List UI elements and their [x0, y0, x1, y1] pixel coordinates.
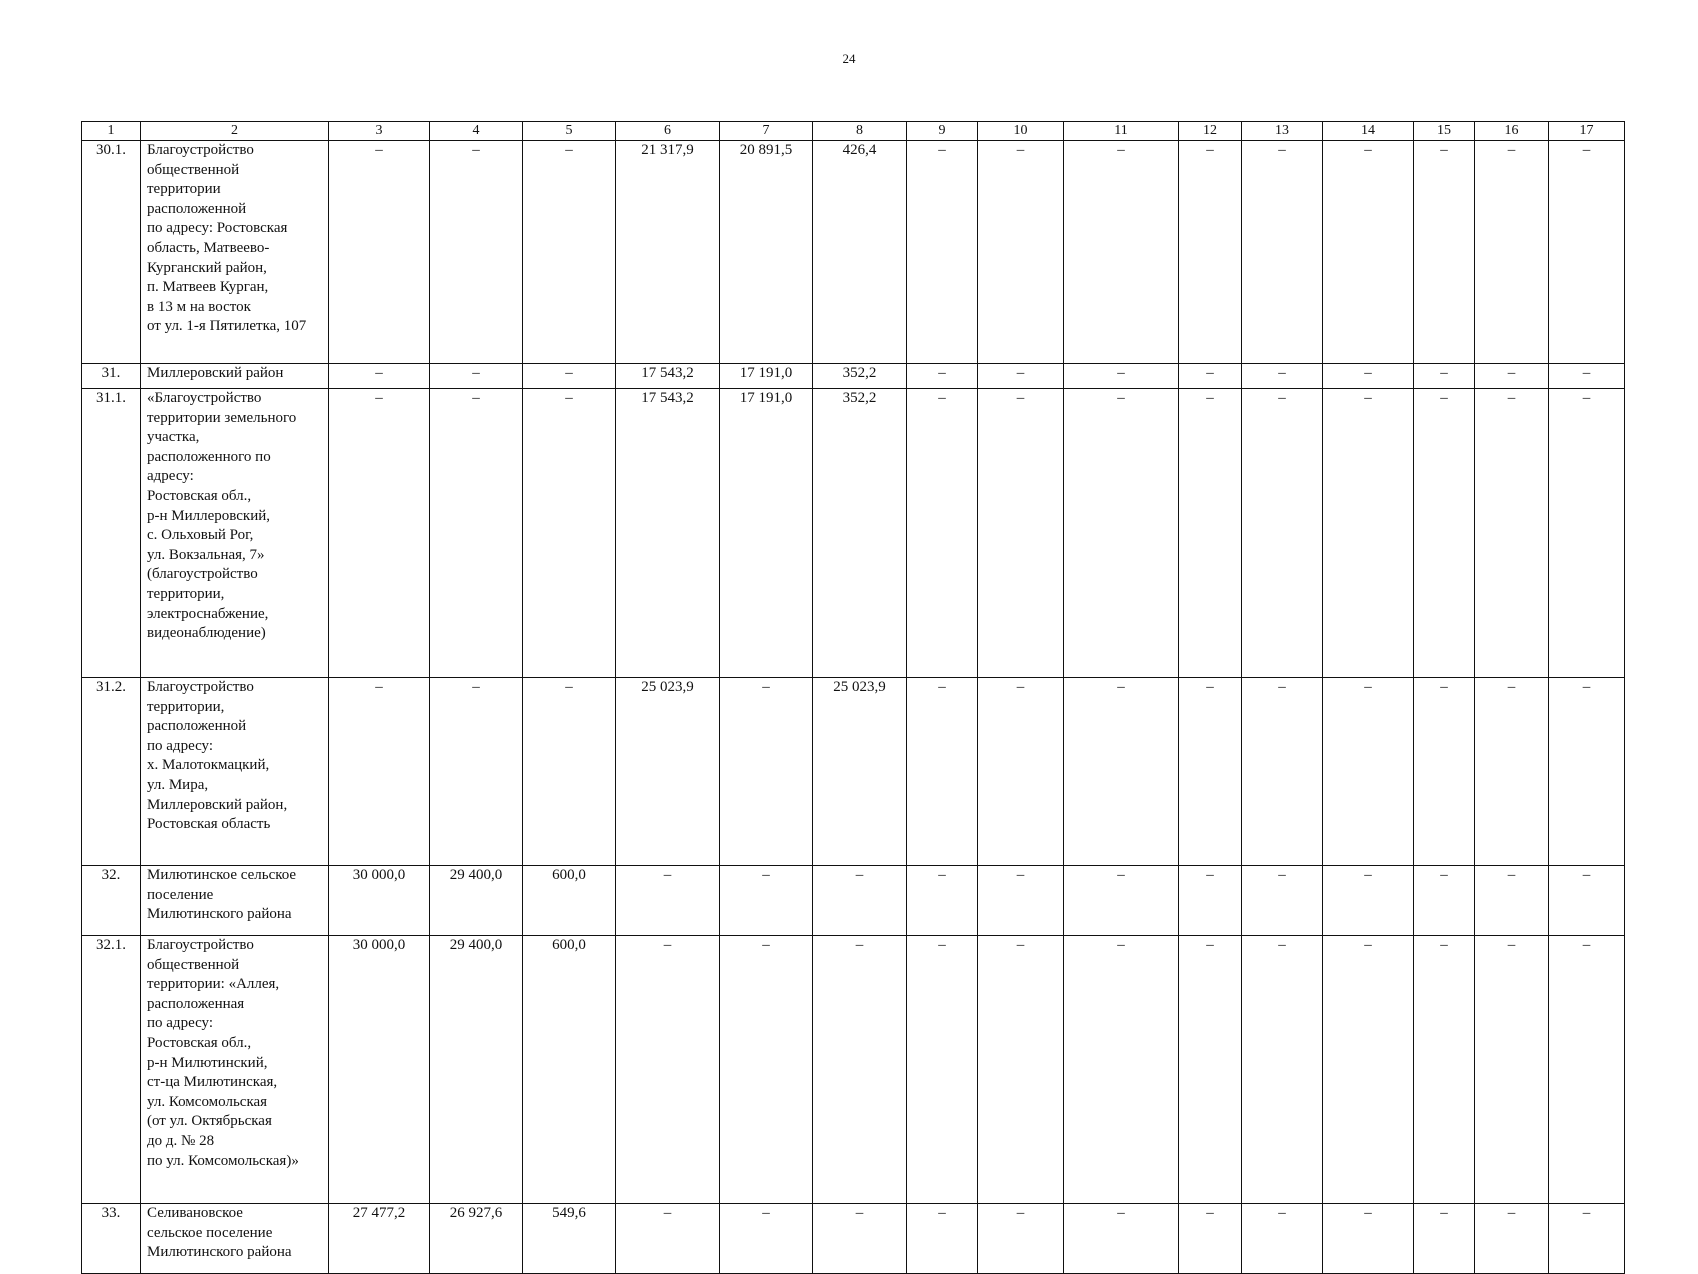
value-cell: – — [978, 141, 1064, 364]
row-number-cell: 32.1. — [82, 936, 141, 1204]
value-cell: – — [1549, 1204, 1625, 1274]
value-cell: 600,0 — [523, 936, 616, 1204]
value-cell: – — [1414, 141, 1475, 364]
value-cell: – — [523, 364, 616, 389]
column-number-cell: 13 — [1242, 122, 1323, 141]
value-cell: – — [720, 678, 813, 866]
value-cell: – — [1549, 364, 1625, 389]
value-cell: – — [1179, 936, 1242, 1204]
object-name-cell: Милютинское сельское поселение Милютинского района — [141, 866, 329, 936]
value-cell: – — [1323, 1204, 1414, 1274]
value-cell: 26 927,6 — [430, 1204, 523, 1274]
value-cell: – — [1179, 141, 1242, 364]
value-cell: – — [1414, 1204, 1475, 1274]
table-row — [82, 389, 1625, 678]
value-cell: – — [813, 936, 907, 1204]
value-cell: – — [1475, 364, 1549, 389]
value-cell: – — [523, 141, 616, 364]
value-cell: 25 023,9 — [616, 678, 720, 866]
value-cell: – — [1064, 866, 1179, 936]
row-number-cell: 31.1. — [82, 389, 141, 678]
value-cell: 549,6 — [523, 1204, 616, 1274]
value-cell: – — [1242, 364, 1323, 389]
value-cell: – — [1179, 364, 1242, 389]
value-cell: – — [720, 936, 813, 1204]
value-cell: – — [430, 678, 523, 866]
value-cell: – — [523, 389, 616, 678]
column-number-cell: 3 — [329, 122, 430, 141]
value-cell: 426,4 — [813, 141, 907, 364]
value-cell: – — [1179, 1204, 1242, 1274]
value-cell: – — [329, 678, 430, 866]
column-number-cell: 14 — [1323, 122, 1414, 141]
object-name-cell: Благоустройство общественной территории расположенной по адресу: Ростовская область, Матвеево- Курганский район, п. Матвеев Курган, в 13 м на восток от ул. 1-я Пятилетка, 107 — [141, 141, 329, 364]
value-cell: – — [1549, 389, 1625, 678]
column-number-cell: 1 — [82, 122, 141, 141]
value-cell: – — [1242, 866, 1323, 936]
value-cell: – — [1179, 678, 1242, 866]
value-cell: – — [1242, 141, 1323, 364]
column-number-cell: 12 — [1179, 122, 1242, 141]
value-cell: 27 477,2 — [329, 1204, 430, 1274]
value-cell: – — [1323, 866, 1414, 936]
value-cell: – — [1323, 678, 1414, 866]
value-cell: – — [1064, 678, 1179, 866]
value-cell: – — [1179, 389, 1242, 678]
column-number-cell: 2 — [141, 122, 329, 141]
value-cell: – — [430, 389, 523, 678]
value-cell: 30 000,0 — [329, 866, 430, 936]
value-cell: – — [1064, 1204, 1179, 1274]
value-cell: 30 000,0 — [329, 936, 430, 1204]
table-row — [82, 141, 1625, 364]
value-cell: – — [329, 389, 430, 678]
value-cell: – — [1414, 866, 1475, 936]
value-cell: – — [1475, 389, 1549, 678]
object-name-cell: Благоустройство территории, расположенной по адресу: х. Малотокмацкий, ул. Мира, Миллеровский район, Ростовская область — [141, 678, 329, 866]
value-cell: – — [1549, 936, 1625, 1204]
column-number-cell: 17 — [1549, 122, 1625, 141]
value-cell: – — [978, 1204, 1064, 1274]
table-row — [82, 678, 1625, 866]
value-cell: – — [1323, 936, 1414, 1204]
value-cell: – — [430, 364, 523, 389]
value-cell: – — [1242, 678, 1323, 866]
value-cell: – — [907, 364, 978, 389]
column-number-cell: 9 — [907, 122, 978, 141]
value-cell: – — [1323, 389, 1414, 678]
row-number-cell: 31. — [82, 364, 141, 389]
row-number-cell: 31.2. — [82, 678, 141, 866]
value-cell: 352,2 — [813, 364, 907, 389]
value-cell: – — [907, 389, 978, 678]
table-row — [82, 364, 1625, 389]
value-cell: – — [1064, 936, 1179, 1204]
value-cell: – — [1549, 678, 1625, 866]
value-cell: – — [1475, 1204, 1549, 1274]
value-cell: – — [978, 936, 1064, 1204]
value-cell: – — [907, 678, 978, 866]
value-cell: – — [1064, 364, 1179, 389]
value-cell: – — [1475, 678, 1549, 866]
object-name-cell: Миллеровский район — [141, 364, 329, 389]
value-cell: – — [720, 866, 813, 936]
value-cell: – — [907, 141, 978, 364]
value-cell: – — [1414, 936, 1475, 1204]
value-cell: – — [907, 1204, 978, 1274]
column-number-cell: 7 — [720, 122, 813, 141]
object-name-cell: «Благоустройство территории земельного участка, расположенного по адресу: Ростовская обл., р-н Миллеровский, с. Ольховый Рог, ул. Вокзальная, 7» (благоустройство территории, электроснабжение, видеонаблюдение) — [141, 389, 329, 678]
value-cell: – — [1475, 141, 1549, 364]
value-cell: 17 543,2 — [616, 364, 720, 389]
value-cell: – — [1549, 141, 1625, 364]
value-cell: – — [1242, 389, 1323, 678]
value-cell: – — [720, 1204, 813, 1274]
value-cell: 29 400,0 — [430, 936, 523, 1204]
value-cell: – — [813, 1204, 907, 1274]
value-cell: – — [1064, 389, 1179, 678]
value-cell: – — [616, 936, 720, 1204]
value-cell: – — [430, 141, 523, 364]
object-name-cell: Благоустройство общественной территории: «Аллея, расположенная по адресу: Ростовская обл., р-н Милютинский, ст-ца Милютинская, ул. Комсомольская (от ул. Октябрьская до д. № 28 по ул. Комсомольская)» — [141, 936, 329, 1204]
value-cell: – — [978, 364, 1064, 389]
value-cell: – — [978, 866, 1064, 936]
column-number-cell: 5 — [523, 122, 616, 141]
data-table — [81, 121, 1625, 1274]
value-cell: 600,0 — [523, 866, 616, 936]
value-cell: – — [329, 364, 430, 389]
value-cell: – — [907, 936, 978, 1204]
column-number-cell: 16 — [1475, 122, 1549, 141]
column-number-cell: 11 — [1064, 122, 1179, 141]
value-cell: 21 317,9 — [616, 141, 720, 364]
column-number-cell: 15 — [1414, 122, 1475, 141]
value-cell: – — [616, 866, 720, 936]
value-cell: – — [1242, 1204, 1323, 1274]
value-cell: – — [1475, 866, 1549, 936]
page-number: 24 — [842, 51, 856, 66]
value-cell: – — [1414, 678, 1475, 866]
value-cell: – — [978, 678, 1064, 866]
column-number-cell: 4 — [430, 122, 523, 141]
value-cell: – — [978, 389, 1064, 678]
row-number-cell: 33. — [82, 1204, 141, 1274]
value-cell: – — [907, 866, 978, 936]
column-number-cell: 10 — [978, 122, 1064, 141]
value-cell: – — [813, 866, 907, 936]
value-cell: – — [523, 678, 616, 866]
value-cell: – — [1179, 866, 1242, 936]
column-number-cell: 6 — [616, 122, 720, 141]
row-number-cell: 32. — [82, 866, 141, 936]
row-number-cell: 30.1. — [82, 141, 141, 364]
table-row — [82, 1204, 1625, 1274]
table-row — [82, 936, 1625, 1204]
value-cell: 29 400,0 — [430, 866, 523, 936]
value-cell: 352,2 — [813, 389, 907, 678]
value-cell: – — [1475, 936, 1549, 1204]
value-cell: 20 891,5 — [720, 141, 813, 364]
value-cell: – — [1414, 389, 1475, 678]
value-cell: – — [1323, 141, 1414, 364]
value-cell: 17 191,0 — [720, 364, 813, 389]
table-row — [82, 866, 1625, 936]
value-cell: – — [1242, 936, 1323, 1204]
value-cell: 17 191,0 — [720, 389, 813, 678]
column-number-row — [82, 122, 1625, 141]
value-cell: – — [616, 1204, 720, 1274]
value-cell: – — [1323, 364, 1414, 389]
value-cell: 17 543,2 — [616, 389, 720, 678]
value-cell: – — [1549, 866, 1625, 936]
value-cell: 25 023,9 — [813, 678, 907, 866]
object-name-cell: Селивановское сельское поселение Милютинского района — [141, 1204, 329, 1274]
value-cell: – — [1414, 364, 1475, 389]
value-cell: – — [329, 141, 430, 364]
column-number-cell: 8 — [813, 122, 907, 141]
value-cell: – — [1064, 141, 1179, 364]
